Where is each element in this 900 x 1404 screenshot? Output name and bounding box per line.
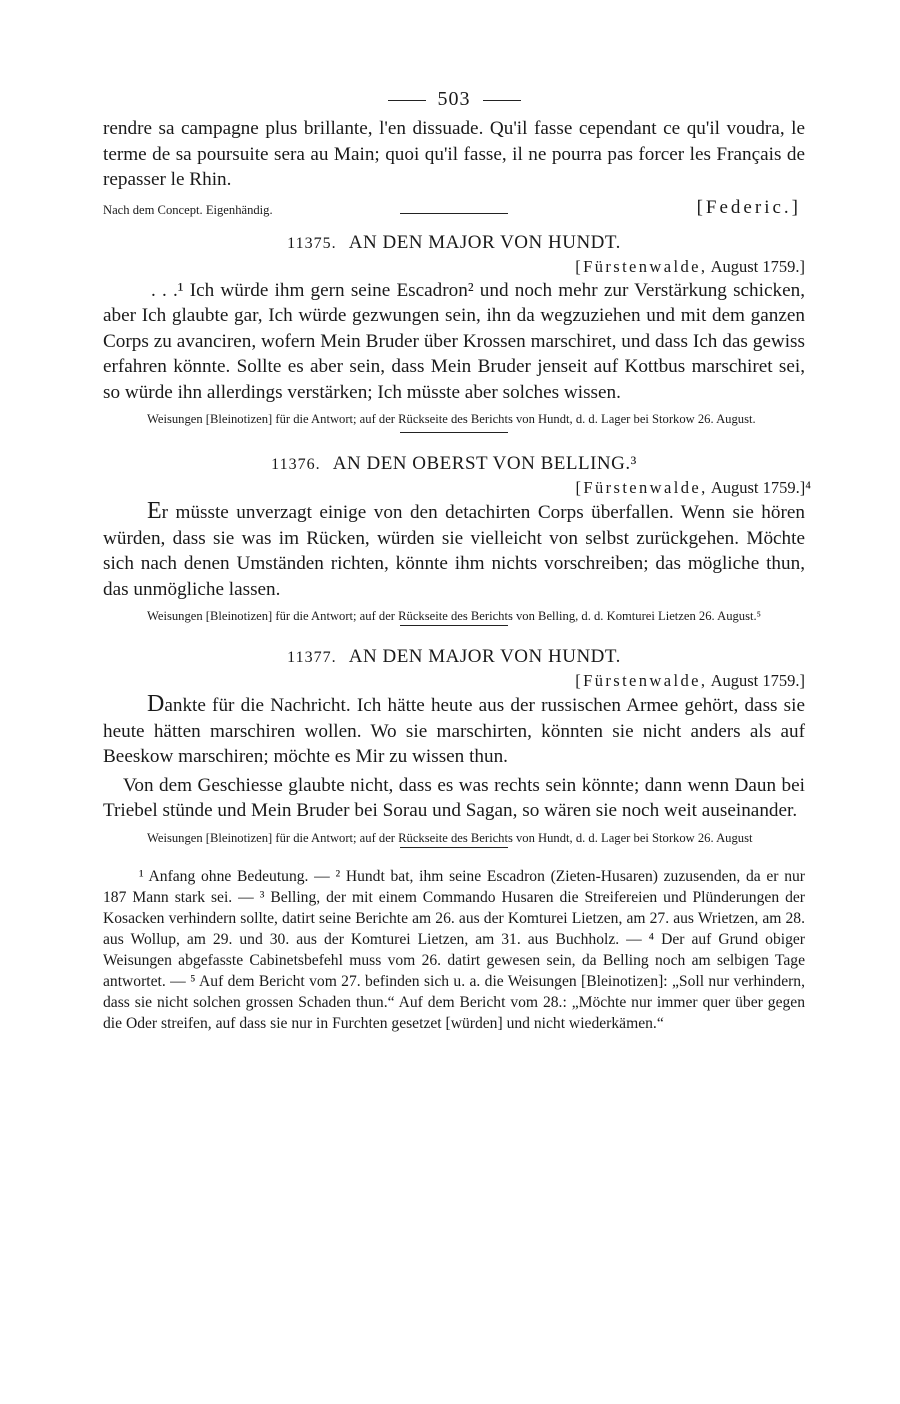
section-rule	[400, 213, 508, 214]
dateline-date: August 1759.]⁴	[710, 478, 811, 497]
letter-11376	[103, 453, 811, 626]
dateline-place: [Fürstenwalde,	[575, 671, 708, 690]
letter-heading	[103, 232, 805, 254]
dateline-place: [Fürstenwalde,	[575, 256, 708, 276]
footnotes: ¹ Anfang ohne Bedeutung. — ² Hundt bat, ihm seine Escadron (Zieten-Husaren) zuzusenden, da er nur 187 Mann stark sei. — ³ Belling, der mit einem Commando Husaren die Streifereien und Plünderungen der Kosacken verhindern sollte, datirt seine Berichte am 26. aus der Komturei Lietzen, am 27. aus Wrietzen, am 28. aus Wollup, am 29. und 30. aus der Komturei Lietzen, am 31. aus Buchholz. — ⁴ Der auf Grund obiger Weisungen abgefasste Cabinetsbefehl muss vom 26. datirt gewesen sein, da Belling noch am selbigen Tage antwortet. — ⁵ Auf dem Bericht vom 27. befinden sich u. a. die Weisungen [Bleinotizen]: „Soll nur verhindern, dass sie nicht solchen grossen Schaden thun.“ Auf dem Bericht vom 28.: „Möchte nur immer quer über gegen die Oder streifen, auf dass sie nur in Furchten gesetzet [würden] und nicht wiederkämen.“	[103, 867, 805, 1032]
letter-body: . . .¹ Ich würde ihm gern seine Escadron² und noch mehr zur Verstärkung schicken, aber Ich glaubte gar, Ich würde gezwungen sein, ihn da wegzuziehen und mit dem ganzen Corps zu avanciren, wofern Mein Bruder über Krossen marschiret, und dass Ich das gewiss erfahren könnte. Sollte es aber sein, dass Mein Bruder jenseit auf Kottbus marschiret sei, so würde ihn allerdings verstärken; Ich müsste aber solches wissen.	[103, 279, 805, 403]
intro-source-note: Nach dem Concept. Eigenhändig.	[103, 202, 273, 217]
letter-source-note: Weisungen [Bleinotizen] für die Antwort; auf der Rückseite des Berichts von Hundt, d. d. Lager bei Storkow 26. August.	[147, 412, 756, 426]
letter-heading	[103, 646, 805, 668]
letter-dateline	[103, 671, 805, 691]
letter-number: 11375.	[287, 234, 337, 252]
letter-11377	[103, 646, 805, 848]
dateline-date: August 1759.]	[710, 671, 805, 690]
letter-dateline	[103, 478, 811, 498]
letter-heading	[103, 453, 805, 475]
letter-title: AN DEN OBERST VON BELLING.³	[332, 453, 637, 474]
section-rule	[400, 625, 508, 626]
letter-body	[103, 499, 805, 602]
letter-body	[103, 692, 805, 770]
page-header	[103, 84, 805, 114]
letter-title: AN DEN MAJOR VON HUNDT.	[348, 231, 621, 253]
drop-initial: E	[147, 498, 162, 524]
letter-source-note: Weisungen [Bleinotizen] für die Antwort; auf der Rückseite des Berichts von Hundt, d. d. Lager bei Storkow 26. August	[147, 830, 753, 845]
document-page	[103, 84, 811, 1034]
letter-dateline	[103, 257, 805, 277]
letter-body-paragraph-2: Von dem Geschiesse glaubte nicht, dass es was rechts sein könnte; dann wenn Daun bei Triebel stünde und Mein Bruder bei Sorau und Sagan, so wären sie noch weit auseinander.	[103, 774, 805, 821]
intro-signature: [Federic.]	[696, 196, 801, 218]
letter-source-note: Weisungen [Bleinotizen] für die Antwort; auf der Rückseite des Berichts von Belling, d. d. Komturei Lietzen 26. August.⁵	[147, 609, 762, 623]
header-dash-right	[483, 100, 521, 101]
page-number: 503	[437, 88, 471, 110]
drop-initial: D	[147, 691, 165, 717]
letter-number: 11376.	[271, 456, 321, 473]
intro-paragraph: rendre sa campagne plus brillante, l'en dissuade. Qu'il fasse cependant ce qu'il voudra, le terme de sa poursuite sera au Main; quoi qu'il fasse, il ne pourra pas forcer les Français de repasser le Rhin.	[103, 118, 805, 190]
dateline-date: August 1759.]	[710, 256, 805, 276]
letter-number: 11377.	[287, 649, 337, 666]
dateline-place: [Fürstenwalde,	[575, 478, 708, 497]
intro-source-row	[103, 197, 805, 219]
letter-body-text: ankte für die Nachricht. Ich hätte heute aus der russischen Armee gehört, dass sie heute hätten marschiren wollen. Wo sie marschirten, könnten sie nicht anders als auf Beeskow marschiren; möchte es Mir zu wissen thun.	[103, 695, 805, 767]
letter-title: AN DEN MAJOR VON HUNDT.	[348, 646, 621, 667]
section-rule	[400, 847, 508, 848]
section-rule	[400, 432, 508, 433]
letter-body-text: r müsste unverzagt einige von den detachirten Corps überfallen. Wenn sie hören würden, dass sie was im Rücken, würden sie vielleicht von selbst zurückgehen. Möchte sich nach denen Umständen richten, könnte ihm nichts vorschreiben; das mögliche thun, das unmögliche lassen.	[103, 502, 805, 600]
letter-11375	[103, 232, 805, 434]
header-dash-left	[388, 100, 426, 101]
